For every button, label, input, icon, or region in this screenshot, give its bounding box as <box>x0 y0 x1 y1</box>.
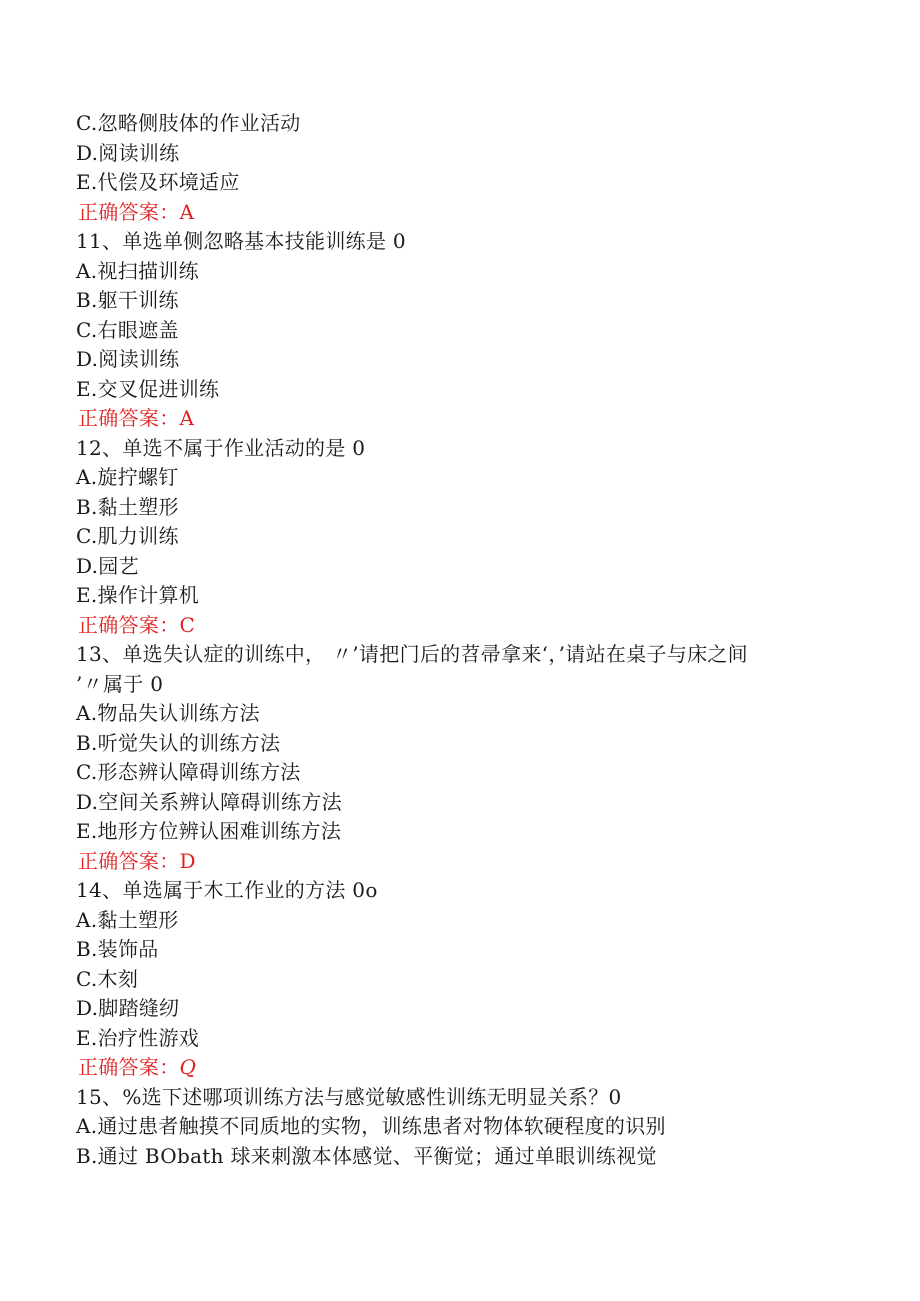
answer-option: D.阅读训练 <box>76 347 180 371</box>
answer-option: C.形态辨认障碍训练方法 <box>76 760 301 784</box>
answer-option: A.黏土塑形 <box>76 907 179 932</box>
correct-answer <box>76 847 836 877</box>
correct-answer <box>76 198 836 228</box>
answer-label: 正确答案： <box>78 1055 180 1079</box>
answer-value: A <box>179 406 195 430</box>
answer-label: 正确答案： <box>78 612 180 637</box>
answer-option: A.通过患者触摸不同质地的实物，训练患者对物体软硬程度的识别 <box>76 1114 666 1138</box>
answer-option: B.听觉失认的训练方法 <box>76 730 281 755</box>
question-text: 14、单选属于木工作业的方法 0o <box>76 878 378 902</box>
answer-option: B.装饰品 <box>76 937 159 961</box>
answer-option: D.空间关系辨认障碍训练方法 <box>76 789 342 814</box>
question-text: 15、%选下述哪项训练方法与感觉敏感性训练无明显关系？0 <box>76 1084 622 1109</box>
answer-option: A.物品失认训练方法 <box>76 701 260 725</box>
answer-label: 正确答案： <box>78 199 180 224</box>
answer-option: B.躯干训练 <box>76 288 179 312</box>
question-text: 13、单选失认症的训练中， 〃’请把门后的苕帚拿来‘，’请站在桌子与床之间 <box>76 642 748 666</box>
correct-answer <box>76 611 836 641</box>
answer-option: E.操作计算机 <box>76 583 200 607</box>
answer-option: C.肌力训练 <box>76 524 179 548</box>
answer-option: E.交叉促进训练 <box>76 376 220 401</box>
answer-option: B.通过 BObath 球来刺激本体感觉、平衡觉；通过单眼训练视觉 <box>76 1143 657 1168</box>
question-text: 11、单选单侧忽略基本技能训练是 0 <box>76 229 406 253</box>
answer-value: C <box>179 612 196 637</box>
question-text: ’〃属于 0 <box>76 671 164 696</box>
answer-option: A.视扫描训练 <box>76 258 199 283</box>
answer-value: Q <box>179 1055 197 1079</box>
document-content <box>76 109 836 1171</box>
answer-option: D.脚踏缝纫 <box>76 996 180 1020</box>
answer-option: D.园艺 <box>76 553 139 578</box>
correct-answer <box>76 1053 836 1083</box>
answer-option: C.木刻 <box>76 966 139 991</box>
answer-label: 正确答案： <box>78 848 180 873</box>
answer-option: A.旋拧螺钉 <box>76 465 179 489</box>
answer-option: D.阅读训练 <box>76 140 180 165</box>
answer-option: B.黏土塑形 <box>76 494 179 519</box>
answer-option: E.地形方位辨认困难训练方法 <box>76 819 342 843</box>
answer-option: E.治疗性游戏 <box>76 1025 200 1050</box>
answer-option: E.代偿及环境适应 <box>76 170 240 194</box>
answer-value: A <box>179 199 195 224</box>
answer-label: 正确答案： <box>78 406 180 430</box>
correct-answer <box>76 404 836 434</box>
question-text: 12、单选不属于作业活动的是 0 <box>76 435 366 460</box>
answer-option: C.右眼遮盖 <box>76 317 179 342</box>
answer-value: D <box>179 848 196 873</box>
answer-option: C.忽略侧肢体的作业活动 <box>76 111 301 135</box>
